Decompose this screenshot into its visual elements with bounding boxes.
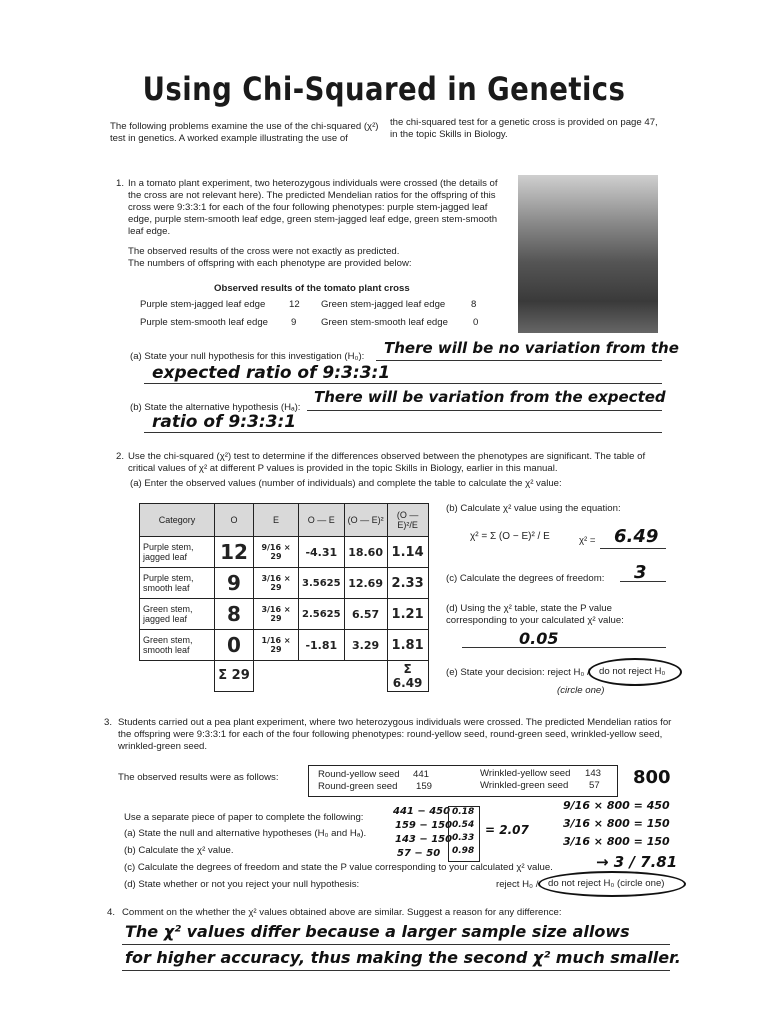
o-minus-e-cell: -4.31 bbox=[299, 537, 345, 568]
o-minus-e-squared-cell: 3.29 bbox=[344, 630, 387, 661]
col-header: O — E bbox=[299, 504, 345, 537]
category-cell: Purple stem, jagged leaf bbox=[140, 537, 215, 568]
expected-cell: 1/16 × 29 bbox=[254, 630, 299, 661]
o-minus-e-squared-cell: 12.69 bbox=[344, 568, 387, 599]
q3-obs-label: The observed results were as follows: bbox=[118, 772, 279, 783]
q3-obs-item: Wrinkled-green seed bbox=[480, 780, 569, 791]
o-minus-e-squared-cell: 6.57 bbox=[344, 599, 387, 630]
q1-line3: The numbers of offspring with each phenotype are provided below: bbox=[128, 258, 412, 269]
tomato-plant-photo bbox=[518, 175, 658, 333]
q2-text: Use the chi-squared (χ²) test to determine if the differences observed between the phenotypes are significant. The table of critical values of χ² at different P values is provided in the topic Skills in Biology, earlier in this manual. bbox=[128, 451, 646, 474]
q3-obs-item: Round-green seed bbox=[318, 781, 398, 792]
col-header: (O — E)² bbox=[344, 504, 387, 537]
q3-work: 57 − 50 bbox=[397, 848, 441, 859]
q2e-prompt: (e) State your decision: reject H₀ / bbox=[446, 667, 590, 678]
chi-label: χ² = bbox=[579, 535, 596, 546]
col-header: Category bbox=[140, 504, 215, 537]
q3-work-value: 0.18 bbox=[452, 807, 475, 817]
category-cell: Purple stem, smooth leaf bbox=[140, 568, 215, 599]
chi-cell: 1.14 bbox=[387, 537, 428, 568]
q3-item: (b) Calculate the χ² value. bbox=[124, 845, 234, 856]
expected-cell: 9/16 × 29 bbox=[254, 537, 299, 568]
observed-cell: 0 bbox=[215, 630, 254, 661]
chi-equation: χ² = Σ (O − E)² / E bbox=[470, 531, 550, 542]
chi-cell: 2.33 bbox=[387, 568, 428, 599]
q3-work-sum: = 2.07 bbox=[485, 823, 529, 837]
p-value-answer: 0.05 bbox=[519, 629, 559, 648]
q3-obs-item: Wrinkled-yellow seed bbox=[480, 768, 571, 779]
q3-text: Students carried out a pea plant experiment, where two heterozygous individuals were crossed. The predicted Mendelian ratios for the offspring were 9:3:3:1 for each of the four following phenotypes: round-yellow seed, round-green seed, wrinkled-yellow seed, wrinkled-green seed. bbox=[118, 717, 672, 752]
q1-number: 1. bbox=[116, 178, 125, 189]
q3-work: 441 − 450 bbox=[393, 806, 451, 817]
sum-chi-cell: Σ 6.49 bbox=[387, 661, 428, 692]
observed-cell: 9 bbox=[215, 568, 254, 599]
q1-obs-label: Green stem-jagged leaf edge bbox=[321, 299, 446, 310]
expected-cell: 3/16 × 29 bbox=[254, 599, 299, 630]
q4-text: Comment on the whether the χ² values obtained above are similar. Suggest a reason for any difference: bbox=[122, 907, 562, 918]
q1-obs-title: Observed results of the tomato plant cross bbox=[214, 283, 410, 294]
q1a-answer: expected ratio of 9:3:3:1 bbox=[152, 363, 391, 383]
q1b-prompt: (b) State the alternative hypothesis (Hₐ): bbox=[130, 402, 301, 413]
q2-number: 2. bbox=[116, 451, 125, 462]
q3-choice: do not reject H₀ (circle one) bbox=[548, 878, 665, 889]
q3-work-value: 0.33 bbox=[452, 833, 475, 843]
answer-line bbox=[600, 548, 666, 549]
answer-line bbox=[462, 647, 666, 648]
df-answer: 3 bbox=[634, 562, 647, 583]
answer-line bbox=[144, 383, 662, 384]
q1-obs-value: 8 bbox=[471, 299, 477, 310]
answer-line bbox=[144, 432, 662, 433]
q3-expected: 9/16 × 800 = 450 bbox=[563, 799, 670, 812]
o-minus-e-cell: 3.5625 bbox=[299, 568, 345, 599]
q1-obs-label: Purple stem-jagged leaf edge bbox=[140, 299, 266, 310]
q1-text: In a tomato plant experiment, two heterozygous individuals were crossed (the details of the cross are not relevant here). The predicted Mendelian ratios for the offspring of this cross were 9:3:3:1 for each of the four following phenotypes: purple stem-jagged leaf edge, purple stem-smooth leaf edge, green stem-jagged leaf edge, green stem-smooth leaf edge. bbox=[128, 178, 498, 237]
q1-obs-label: Purple stem-smooth leaf edge bbox=[140, 317, 268, 328]
q2a-prompt: (a) Enter the observed values (number of individuals) and complete the table to calculate the χ² value: bbox=[130, 478, 562, 489]
q2d-prompt: (d) Using the χ² table, state the P value corresponding to your calculated χ² value: bbox=[446, 603, 624, 626]
observed-cell: 8 bbox=[215, 599, 254, 630]
chi-square-table bbox=[139, 503, 429, 692]
q1a-answer: There will be no variation from the bbox=[384, 339, 679, 357]
table-row bbox=[140, 537, 429, 568]
category-cell: Green stem, jagged leaf bbox=[140, 599, 215, 630]
q3-item: (a) State the null and alternative hypotheses (H₀ and Hₐ). bbox=[124, 828, 367, 839]
q1-line2: The observed results of the cross were not exactly as predicted. bbox=[128, 246, 400, 257]
q4-answer: The χ² values differ because a larger sample size allows bbox=[125, 922, 630, 941]
q3-instruction: Use a separate piece of paper to complete the following: bbox=[124, 812, 364, 823]
circle-one-note: (circle one) bbox=[557, 685, 605, 696]
o-minus-e-squared-cell: 18.60 bbox=[344, 537, 387, 568]
q3-work-value: 0.54 bbox=[452, 820, 475, 830]
answer-line bbox=[122, 970, 670, 971]
q3-obs-value: 441 bbox=[413, 769, 430, 780]
q2c-prompt: (c) Calculate the degrees of freedom: bbox=[446, 573, 605, 584]
q4-number: 4. bbox=[107, 907, 116, 918]
chi-cell: 1.81 bbox=[387, 630, 428, 661]
q1b-answer: ratio of 9:3:3:1 bbox=[152, 412, 297, 432]
o-minus-e-cell: -1.81 bbox=[299, 630, 345, 661]
intro-right: the chi-squared test for a genetic cross is provided on page 47, in the topic Skills in Biology. bbox=[390, 117, 658, 140]
expected-cell: 3/16 × 29 bbox=[254, 568, 299, 599]
q3-df-answer: → 3 / 7.81 bbox=[596, 853, 678, 871]
col-header: (O — E)²/E bbox=[387, 504, 428, 537]
q3-obs-value: 143 bbox=[585, 768, 602, 779]
answer-line bbox=[376, 360, 662, 361]
q1b-answer: There will be variation from the expected bbox=[314, 388, 666, 406]
q3-item: (c) Calculate the degrees of freedom and state the P value corresponding to your calculated χ² value. bbox=[124, 862, 553, 873]
observed-cell: 12 bbox=[215, 537, 254, 568]
q1a-prompt: (a) State your null hypothesis for this investigation (H₀): bbox=[130, 351, 365, 362]
col-header: E bbox=[254, 504, 299, 537]
q1-obs-label: Green stem-smooth leaf edge bbox=[321, 317, 448, 328]
chi-cell: 1.21 bbox=[387, 599, 428, 630]
answer-line bbox=[620, 581, 666, 582]
decision-choice: do not reject H₀ bbox=[599, 666, 666, 677]
q4-answer: for higher accuracy, thus making the second χ² much smaller. bbox=[125, 948, 681, 967]
q1-obs-value: 0 bbox=[473, 317, 479, 328]
q3-expected: 3/16 × 800 = 150 bbox=[563, 835, 670, 848]
table-row bbox=[140, 568, 429, 599]
chi-answer: 6.49 bbox=[614, 526, 659, 547]
page-title: Using Chi-Squared in Genetics bbox=[142, 70, 626, 108]
q3-obs-value: 159 bbox=[416, 781, 433, 792]
table-row bbox=[140, 630, 429, 661]
q3-item: (d) State whether or not you reject your null hypothesis: bbox=[124, 879, 360, 890]
q3-work: 159 − 150 bbox=[395, 820, 453, 831]
q3-expected: 3/16 × 800 = 150 bbox=[563, 817, 670, 830]
category-cell: Green stem, smooth leaf bbox=[140, 630, 215, 661]
answer-line bbox=[122, 944, 670, 945]
q3-obs-item: Round-yellow seed bbox=[318, 769, 400, 780]
sum-observed-cell: Σ 29 bbox=[215, 661, 254, 692]
q1-obs-value: 12 bbox=[289, 299, 300, 310]
table-row bbox=[140, 599, 429, 630]
q3-obs-value: 57 bbox=[589, 780, 600, 791]
col-header: O bbox=[215, 504, 254, 537]
q3-work: 143 − 150 bbox=[395, 834, 453, 845]
q3-total: 800 bbox=[633, 767, 671, 788]
q3-reject: reject H₀ / bbox=[496, 879, 539, 890]
o-minus-e-cell: 2.5625 bbox=[299, 599, 345, 630]
q2b-prompt: (b) Calculate χ² value using the equation: bbox=[446, 503, 621, 514]
intro-left: The following problems examine the use of the chi-squared (χ²) test in genetics. A worked example illustrating the use of bbox=[110, 121, 379, 144]
answer-line bbox=[307, 410, 662, 411]
q3-number: 3. bbox=[104, 717, 113, 728]
q1-obs-value: 9 bbox=[291, 317, 297, 328]
q3-work-value: 0.98 bbox=[452, 846, 475, 856]
